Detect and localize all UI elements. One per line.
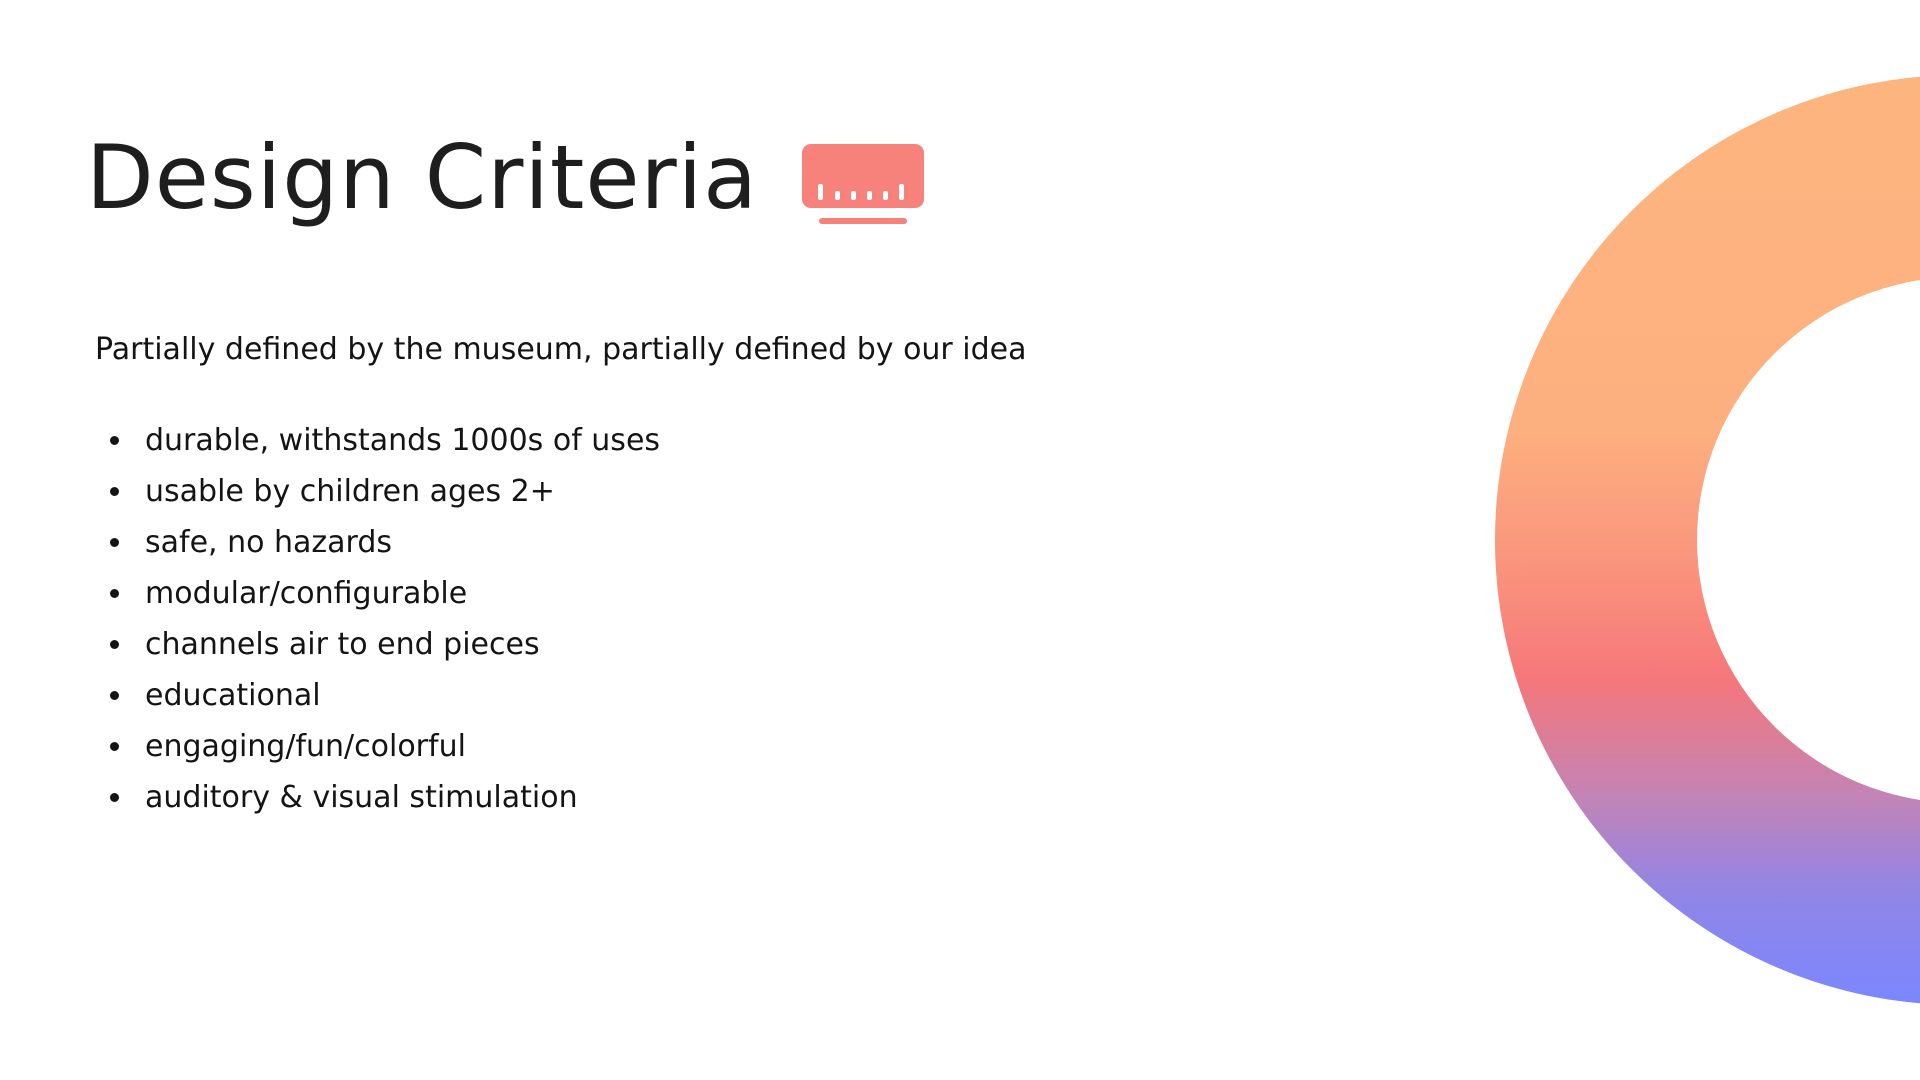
- list-item: [110, 670, 660, 721]
- bullet-icon: [110, 538, 119, 547]
- bullet-icon: [110, 487, 119, 496]
- bullet-icon: [110, 691, 119, 700]
- list-item: [110, 568, 660, 619]
- bullet-icon: [110, 742, 119, 751]
- subtitle: Partially defined by the museum, partially defined by our idea: [95, 332, 1027, 367]
- list-item: [110, 415, 660, 466]
- list-item-text: educational: [145, 678, 321, 713]
- list-item: [110, 721, 660, 772]
- bullet-icon: [110, 589, 119, 598]
- bullet-icon: [110, 640, 119, 649]
- keyboard-icon: [802, 144, 924, 226]
- list-item: [110, 466, 660, 517]
- list-item: [110, 772, 660, 823]
- list-item-text: durable, withstands 1000s of uses: [145, 423, 661, 458]
- list-item-text: usable by children ages 2+: [145, 474, 555, 509]
- list-item-text: safe, no hazards: [145, 525, 393, 560]
- list-item-text: auditory & visual stimulation: [145, 780, 578, 815]
- list-item-text: engaging/fun/colorful: [145, 729, 466, 764]
- list-item-text: channels air to end pieces: [145, 627, 540, 662]
- title-row: [86, 126, 924, 229]
- page-title: Design Criteria: [86, 126, 759, 229]
- list-item: [110, 619, 660, 670]
- criteria-list: [110, 415, 660, 823]
- list-item: [110, 517, 660, 568]
- bullet-icon: [110, 793, 119, 802]
- bullet-icon: [110, 436, 119, 445]
- list-item-text: modular/configurable: [145, 576, 468, 611]
